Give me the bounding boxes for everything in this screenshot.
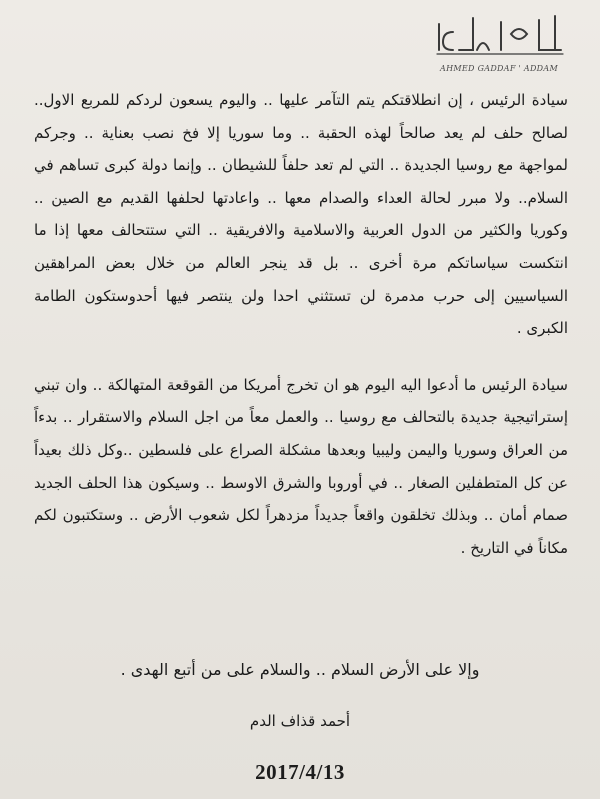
letter-date: 2017/4/13: [255, 760, 345, 784]
signature-logo-graphic: [429, 10, 569, 62]
letterhead-logo: [424, 10, 574, 80]
paragraph-1: سيادة الرئيس ، إن انطلاقتكم يتم التآمر عليها .. واليوم يسعون لردكم للمربع الاول.. لصالح حلف لم يعد صالحاً لهذه الحقبة .. وما سوريا إلا فخ نصب بعناية .. وجركم لمواجهة مع روسيا الجديدة .. التي لم تعد حلفاً للشيطان .. وإنما دولة كبرى تساهم في السلام.. ولا مبرر لحالة العداء والصدام معها .. واعادتها لحلفها القديم مع الصين .. وكوريا والكثير من الدول العربية والاسلامية والافريقية .. التي ستتحالف معها إذا ما انتكست سياساتكم مرة أخرى .. بل قد ينجر العالم من خلال بعض المراهقين السياسيين إلى حرب مدمرة لن تستثني احدا ولن ينتصر فيها أحدوستكون الطامة الكبرى .: [34, 91, 568, 338]
paragraph-2: سيادة الرئيس ما أدعوا اليه اليوم هو ان تخرج أمريكا من القوقعة المتهالكة .. وان تبني إستراتيجية جديدة بالتحالف مع روسيا .. والعمل معاً من اجل السلام والاستقرار .. بدءاً من العراق وسوريا واليمن وليبيا وبعدها مشكلة الصراع على فلسطين ..وكل ذلك بعيداً عن كل المتطفلين الصغار .. في أوروبا والشرق الاوسط .. وسيكون هذا الحلف الجديد صمام أمان .. وبذلك تخلقون واقعاً جديداً مزدهراً لكل شعوب الأرض .. وستكتبون لكم مكاناً في التاريخ .: [34, 375, 568, 557]
letter-body: [34, 84, 568, 564]
signature-name: أحمد قذاف الدم: [249, 712, 351, 730]
logo-caption: AHMED GADDAF ' ADDAM: [440, 64, 558, 73]
closing-line: وإلا على الأرض السلام .. والسلام على من أتبع الهدى .: [120, 660, 480, 679]
